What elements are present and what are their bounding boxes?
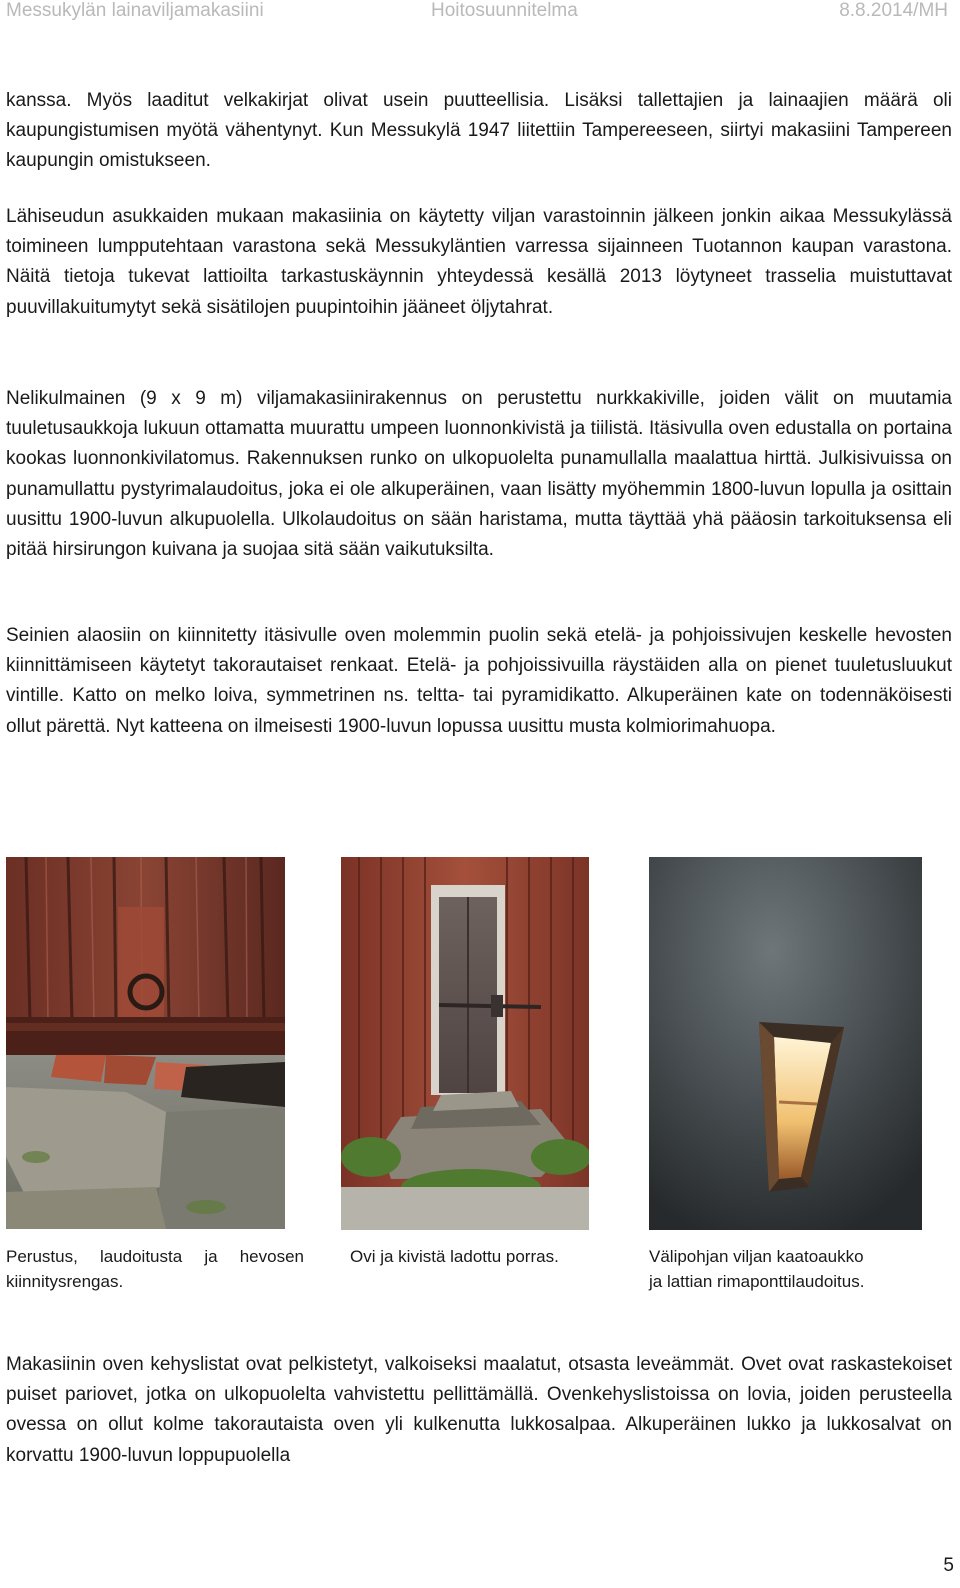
page-number: 5 bbox=[943, 1555, 954, 1576]
caption-photo-3: Välipohjan viljan kaatoaukko ja lattian rimaponttilaudoitus. bbox=[649, 1247, 865, 1291]
header-document-type: Hoitosuunnitelma bbox=[431, 0, 578, 21]
caption-photo-1: Perustus, laudoitusta ja hevosen kiinnitysrengas. bbox=[6, 1247, 304, 1291]
body-paragraph-5: Makasiinin oven kehyslistat ovat pelkistetyt, valkoiseksi maalatut, otsasta leveämmät. Ovet ovat raskastekoiset puiset pariovet, jotka on ulkopuolelta vahvistettu pellittämällä. Ovenkehyslistoissa on lovia, joiden perusteella ovessa on ollut kolme takorautaista oven yli kulkenutta lukkosalpaa. Alkuperäinen lukko ja lukkosalvat on korvattu 1900-luvun loppupuolella bbox=[6, 1354, 952, 1466]
photo-foundation-ring bbox=[6, 857, 285, 1229]
photo-floor-hatch bbox=[649, 857, 922, 1230]
header-document-name: Messukylän lainaviljamakasiini bbox=[6, 0, 264, 21]
body-paragraph-4: Seinien alaosiin on kiinnitetty itäsivulle oven molemmin puolin sekä etelä- ja pohjoissivujen keskelle hevosten kiinnittämiseen käytetyt takorautaiset renkaat. Etelä- ja pohjoissivuilla räystäiden alla on pienet tuuletusluukut vintille. Katto on melko loiva, symmetrinen ns. teltta- tai pyramidikatto. Alkuperäinen kate on todennäköisesti ollut pärettä. Nyt katteena on ilmeisesti 1900-luvun lopussa uusittu musta kolmiorimahuopa. bbox=[6, 625, 952, 737]
page-header bbox=[0, 0, 960, 30]
photo-door-steps bbox=[341, 857, 589, 1230]
body-paragraph-2: Lähiseudun asukkaiden mukaan makasiinia on käytetty viljan varastoinnin jälkeen jonkin aikaa Messukylässä toimineen lumpputehtaan varastona sekä Messukyläntien varressa sijainneen Tuotannon kaupan varastona. Näitä tietoja tukevat lattioilta tarkastuskäynnin yhteydessä kesällä 2013 löytyneet trasselia muistuttavat puuvillakuitumytyt sekä sisätilojen puupintoihin jääneet öljytahrat. bbox=[6, 206, 952, 318]
header-date: 8.8.2014/MH bbox=[839, 0, 948, 21]
body-paragraph-3: Nelikulmainen (9 x 9 m) viljamakasiinirakennus on perustettu nurkkakiville, joiden välit on muutamia tuuletusaukkoja lukuun ottamatta muurattu umpeen luonnonkivistä ja tiilistä. Itäsivulla oven edustalla on portaina kookas luonnonkivilatomus. Rakennuksen runko on ulkopuolelta punamullalla maalattua hirttä. Julkisivuissa on punamullattu pystyrimalaudoitus, joka ei ole alkuperäinen, vaan lisätty myöhemmin 1800-luvun lopulla ja osittain uusittu 1900-luvun alkupuolella. Ulkolaudoitus on sään haristama, mutta täyttää yhä pääosin tarkoituksensa eli pitää hirsirungon kuivana ja suojaa sitä sään vaikutuksilta. bbox=[6, 388, 952, 561]
caption-photo-2: Ovi ja kivistä ladottu porras. bbox=[350, 1247, 559, 1266]
body-paragraph-1: kanssa. Myös laaditut velkakirjat olivat usein puutteellisia. Lisäksi tallettajien ja lainaajien määrä oli kaupungistumisen myötä vähentynyt. Kun Messukylä 1947 liitettiin Tampereeseen, siirtyi makasiini Tampereen kaupungin omistukseen. bbox=[6, 90, 952, 172]
